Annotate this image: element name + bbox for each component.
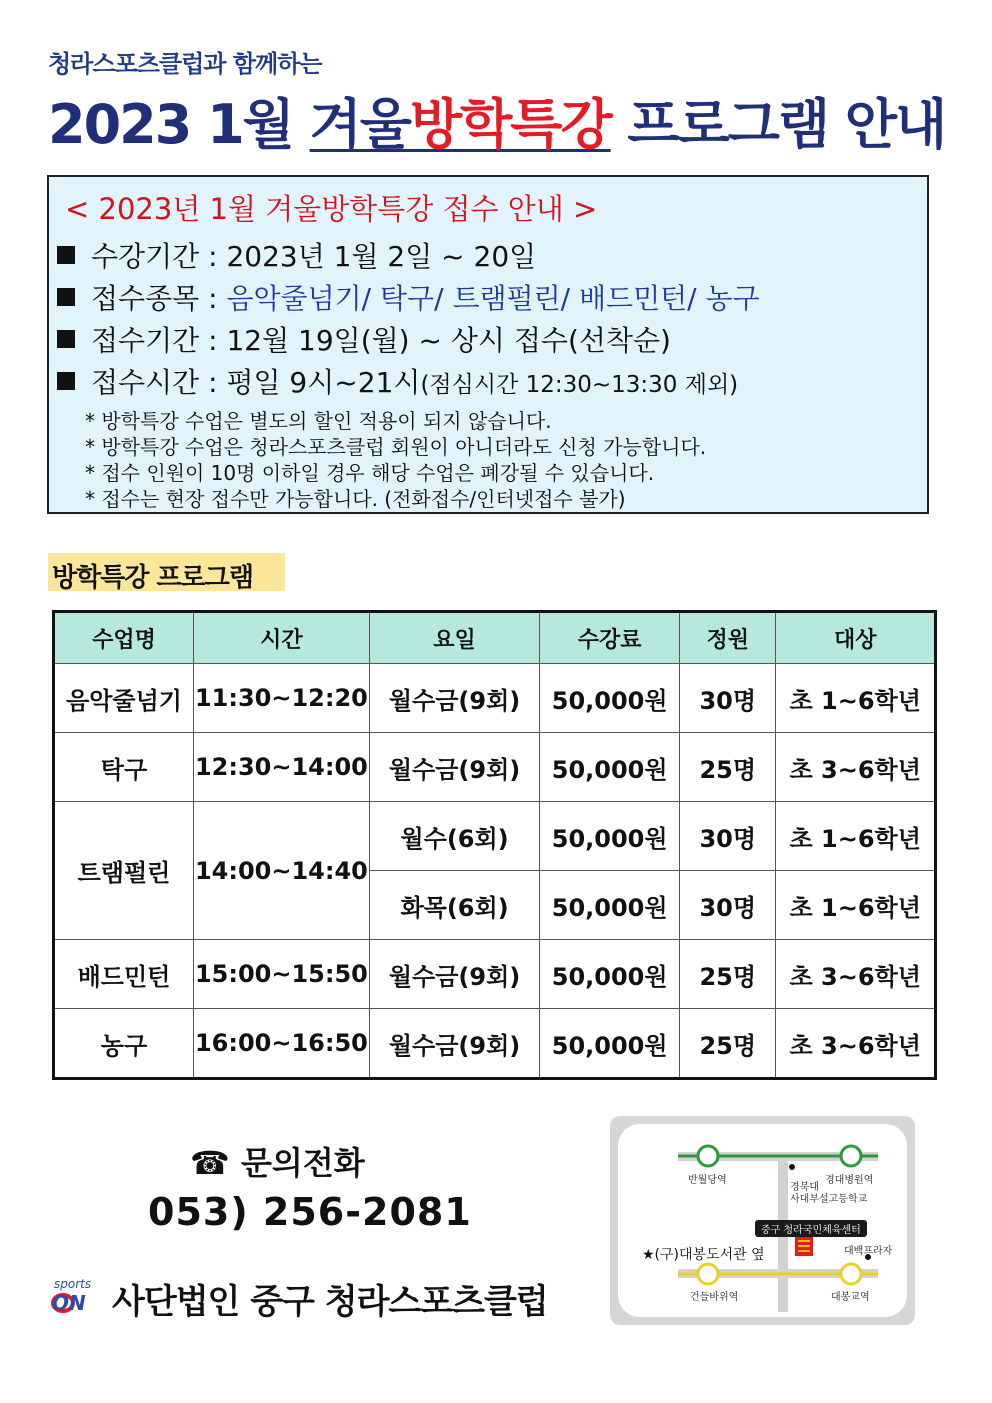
days-cell: 월수금(9회) xyxy=(369,733,539,802)
capacity-cell: 30명 xyxy=(680,802,776,871)
notice-row-registration-period xyxy=(57,319,671,359)
bullet-square-icon xyxy=(57,246,75,264)
capacity-cell: 30명 xyxy=(680,871,776,940)
bullet-square-icon xyxy=(57,372,75,390)
days-cell: 월수금(9회) xyxy=(369,940,539,1009)
page-title xyxy=(48,82,945,159)
notice-note: * 접수는 현장 접수만 가능합니다. (전화접수/인터넷접수 불가) xyxy=(85,487,626,511)
time-cell: 12:30~14:00 xyxy=(193,733,369,802)
notice-row-label: 수강기간 : xyxy=(91,240,227,273)
notice-note: * 방학특강 수업은 청라스포츠클럽 회원이 아니더라도 신청 가능합니다. xyxy=(85,435,707,459)
table-row xyxy=(54,1009,936,1079)
time-cell: 16:00~16:50 xyxy=(193,1009,369,1079)
column-header: 요일 xyxy=(369,612,539,664)
capacity-cell: 25명 xyxy=(680,1009,776,1079)
sports-center-building-icon xyxy=(795,1236,813,1256)
notice-heading: < 2023년 1월 겨울방학특강 접수 안내 > xyxy=(65,192,598,226)
class-name-cell: 농구 xyxy=(54,1009,194,1079)
time-cell: 11:30~12:20 xyxy=(193,664,369,733)
days-cell: 월수(6회) xyxy=(369,802,539,871)
location-map-inner xyxy=(618,1124,907,1317)
notice-row-value: 2023년 1월 2일 ~ 20일 xyxy=(226,240,537,273)
target-cell: 초 1~6학년 xyxy=(776,871,936,940)
school-marker-icon xyxy=(789,1164,795,1170)
notice-row-label: 접수종목 : xyxy=(91,282,227,315)
notice-row-label: 접수기간 : xyxy=(91,324,227,357)
map-station-label: 반월당역 xyxy=(688,1175,727,1186)
table-row xyxy=(54,733,936,802)
target-cell: 초 3~6학년 xyxy=(776,940,936,1009)
title-suffix: 프로그램 안내 xyxy=(610,93,946,156)
program-table xyxy=(52,610,937,1080)
station-marker-icon xyxy=(841,1146,861,1166)
column-header: 대상 xyxy=(776,612,936,664)
column-header: 수업명 xyxy=(54,612,194,664)
map-station-label: 경대병원역 xyxy=(825,1175,874,1186)
notice-row-registration-hours xyxy=(57,361,738,401)
contact-label-text: 문의전화 xyxy=(241,1144,365,1182)
bullet-square-icon xyxy=(57,288,75,306)
map-landmark-label: ★(구)대봉도서관 옆 xyxy=(642,1247,765,1263)
capacity-cell: 25명 xyxy=(680,940,776,1009)
map-school-label: 경북대 xyxy=(790,1182,819,1193)
column-header: 정원 xyxy=(680,612,776,664)
notice-row-sports xyxy=(57,277,760,317)
map-plaza-label: 대백프라자 xyxy=(844,1246,893,1257)
title-prefix: 2023 1월 xyxy=(48,93,310,156)
map-station-label: 건들바위역 xyxy=(690,1292,739,1303)
bullet-square-icon xyxy=(57,330,75,348)
organization-name: 사단법인 중구 청라스포츠클럽 xyxy=(112,1282,548,1322)
fee-cell: 50,000원 xyxy=(540,664,680,733)
column-header: 수강료 xyxy=(540,612,680,664)
days-cell: 화목(6회) xyxy=(369,871,539,940)
days-cell: 월수금(9회) xyxy=(369,1009,539,1079)
contact-phone-number: 053) 256-2081 xyxy=(148,1190,472,1234)
contact-label xyxy=(190,1138,365,1184)
target-cell: 초 3~6학년 xyxy=(776,1009,936,1079)
notice-row-value-extra: (점심시간 12:30~13:30 제외) xyxy=(420,372,739,398)
capacity-cell: 30명 xyxy=(680,664,776,733)
sports-on-logo-icon xyxy=(50,1275,96,1315)
logo-text-bottom: ON xyxy=(52,1291,86,1315)
location-map xyxy=(610,1116,915,1325)
notice-row-period xyxy=(57,235,536,275)
logo-text-top: sports xyxy=(54,1277,92,1291)
notice-row-value: 음악줄넘기/ 탁구/ 트램펄린/ 배드민턴/ 농구 xyxy=(226,282,760,315)
column-header: 시간 xyxy=(193,612,369,664)
program-section-label: 방학특강 프로그램 xyxy=(48,553,285,591)
notice-row-value: 12월 19일(월) ~ 상시 접수(선착순) xyxy=(226,324,671,357)
map-station-label: 대봉교역 xyxy=(831,1292,870,1303)
class-name-cell: 탁구 xyxy=(54,733,194,802)
time-cell: 14:00~14:40 xyxy=(193,802,369,940)
map-sports-center-label: 중구 청라국민체육센터 xyxy=(755,1220,867,1237)
map-school-label: 사대부설고등학교 xyxy=(790,1194,868,1205)
table-row xyxy=(54,940,936,1009)
table-row xyxy=(54,802,936,871)
fee-cell: 50,000원 xyxy=(540,940,680,1009)
capacity-cell: 25명 xyxy=(680,733,776,802)
table-row xyxy=(54,664,936,733)
days-cell: 월수금(9회) xyxy=(369,664,539,733)
fee-cell: 50,000원 xyxy=(540,733,680,802)
station-marker-icon xyxy=(698,1146,718,1166)
class-name-cell: 트램펄린 xyxy=(54,802,194,940)
phone-icon: ☎ xyxy=(190,1144,230,1182)
target-cell: 초 1~6학년 xyxy=(776,802,936,871)
target-cell: 초 1~6학년 xyxy=(776,664,936,733)
subtitle: 청라스포츠클럽과 함께하는 xyxy=(48,50,322,78)
station-marker-icon xyxy=(698,1264,718,1284)
notice-row-value: 평일 9시~21시 xyxy=(226,366,421,399)
target-cell: 초 3~6학년 xyxy=(776,733,936,802)
registration-notice-box xyxy=(47,175,929,514)
title-highlight: 방학특강 xyxy=(409,93,611,156)
fee-cell: 50,000원 xyxy=(540,1009,680,1079)
notice-note: * 접수 인원이 10명 이하일 경우 해당 수업은 폐강될 수 있습니다. xyxy=(85,461,655,485)
class-name-cell: 배드민턴 xyxy=(54,940,194,1009)
fee-cell: 50,000원 xyxy=(540,871,680,940)
notice-note: * 방학특강 수업은 별도의 할인 적용이 되지 않습니다. xyxy=(85,409,552,433)
title-underline-a: 겨울 xyxy=(309,93,410,156)
notice-row-label: 접수시간 : xyxy=(91,366,227,399)
class-name-cell: 음악줄넘기 xyxy=(54,664,194,733)
fee-cell: 50,000원 xyxy=(540,802,680,871)
time-cell: 15:00~15:50 xyxy=(193,940,369,1009)
title-underlined xyxy=(310,93,611,156)
station-marker-icon xyxy=(841,1264,861,1284)
table-header-row xyxy=(54,612,936,664)
